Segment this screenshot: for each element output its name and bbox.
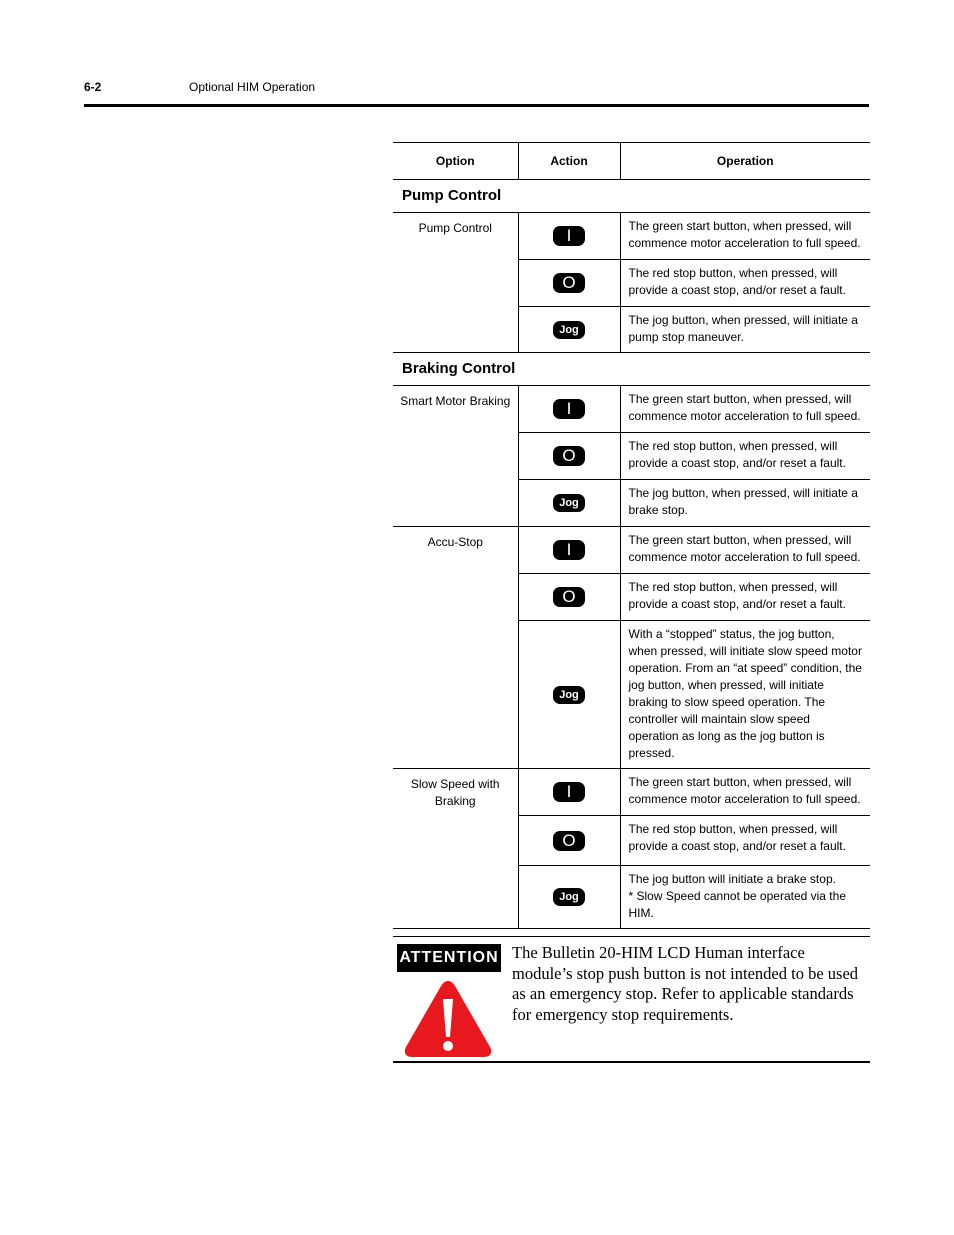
operation-description: With a “stopped” status, the jog button, when pressed, will initiate slow speed motor operation. From an “at speed” condition, the jog button, when pressed, will initiate braking to slow speed operation. The controller will maintain slow speed operation as long as the jog button is pressed. (620, 621, 870, 769)
operation-description: The jog button will initiate a brake stop. * Slow Speed cannot be operated via the HIM. (620, 866, 870, 929)
page-section-title: Optional HIM Operation (189, 80, 316, 94)
operation-description: The red stop button, when pressed, will provide a coast stop, and/or reset a fault. (620, 260, 870, 307)
attention-box (393, 936, 870, 1063)
action-cell (518, 260, 620, 307)
option-name: Accu-Stop (393, 527, 518, 769)
option-name: Slow Speed with Braking (393, 769, 518, 929)
operation-description: The jog button, when pressed, will initiate a pump stop maneuver. (620, 307, 870, 353)
stop-button-icon: O (553, 273, 585, 293)
option-name: Pump Control (393, 213, 518, 353)
action-cell (518, 769, 620, 816)
page-number: 6-2 (84, 80, 102, 94)
table-row (393, 386, 870, 433)
jog-button-icon: Jog (553, 321, 585, 339)
group-heading-row (393, 180, 870, 213)
operation-description: The green start button, when pressed, will commence motor acceleration to full speed. (620, 386, 870, 433)
start-button-icon: I (553, 782, 585, 802)
action-cell (518, 480, 620, 527)
column-header-action: Action (518, 143, 620, 180)
start-button-icon: I (553, 399, 585, 419)
jog-button-icon: Jog (553, 888, 585, 906)
action-cell (518, 527, 620, 574)
operation-description: The red stop button, when pressed, will provide a coast stop, and/or reset a fault. (620, 574, 870, 621)
group-heading: Pump Control (393, 180, 870, 213)
warning-triangle-icon (402, 977, 494, 1059)
table-row (393, 527, 870, 574)
page-header (84, 80, 869, 107)
action-cell (518, 307, 620, 353)
stop-button-icon: O (553, 446, 585, 466)
operation-description: The red stop button, when pressed, will provide a coast stop, and/or reset a fault. (620, 816, 870, 866)
group-heading-row (393, 353, 870, 386)
table-body (393, 180, 870, 929)
start-button-icon: I (553, 540, 585, 560)
group-heading: Braking Control (393, 353, 870, 386)
start-button-icon: I (553, 226, 585, 246)
exclamation-dot (443, 1041, 453, 1051)
operation-description: The green start button, when pressed, will commence motor acceleration to full speed. (620, 213, 870, 260)
action-cell (518, 433, 620, 480)
action-cell (518, 816, 620, 866)
attention-label: ATTENTION (397, 944, 501, 972)
operation-description: The jog button, when pressed, will initiate a brake stop. (620, 480, 870, 527)
action-cell (518, 386, 620, 433)
option-name: Smart Motor Braking (393, 386, 518, 527)
operation-description: The green start button, when pressed, will commence motor acceleration to full speed. (620, 527, 870, 574)
table-row (393, 769, 870, 816)
jog-button-icon: Jog (553, 494, 585, 512)
stop-button-icon: O (553, 587, 585, 607)
attention-text: The Bulletin 20-HIM LCD Human interface module’s stop push button is not intended to be used as an emergency stop. Refer to applicable standards for emergency stop requirements. (512, 943, 859, 1024)
action-cell (518, 866, 620, 929)
him-options-table (393, 142, 870, 929)
column-header-operation: Operation (620, 143, 870, 180)
table-header-row (393, 143, 870, 180)
operation-description: The green start button, when pressed, will commence motor acceleration to full speed. (620, 769, 870, 816)
column-header-option: Option (393, 143, 518, 180)
operation-description: The red stop button, when pressed, will provide a coast stop, and/or reset a fault. (620, 433, 870, 480)
stop-button-icon: O (553, 831, 585, 851)
jog-button-icon: Jog (553, 686, 585, 704)
action-cell (518, 574, 620, 621)
action-cell (518, 621, 620, 769)
action-cell (518, 213, 620, 260)
table-row (393, 213, 870, 260)
